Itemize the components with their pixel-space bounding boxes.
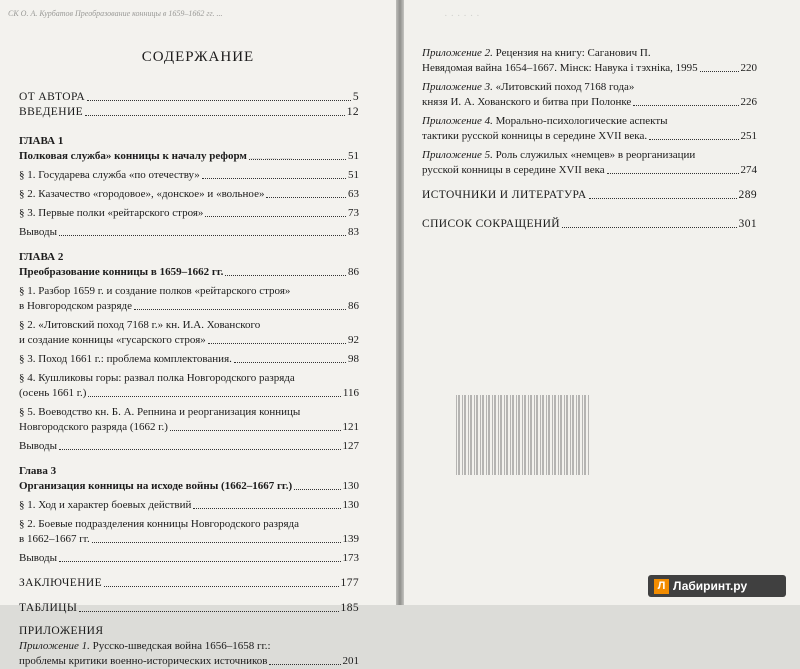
labirint-logo-icon: Л — [654, 579, 669, 594]
toc-entry-line: § 4. Кушликовы горы: развал полка Новгородского разряда — [19, 372, 295, 384]
toc-right — [422, 46, 757, 232]
toc-entry[interactable]: ОТ АВТОРА 5 — [19, 91, 359, 103]
toc-entry-line: § 2. «Литовский поход 7168 г.» кн. И.А. Хованского — [19, 319, 261, 331]
toc-entry[interactable]: § 1. Ход и характер боевых действий 130 — [19, 499, 359, 511]
toc-entry[interactable]: и создание конницы «гусарского строя» 92 — [19, 334, 359, 346]
chapter-title[interactable]: Организация конницы на исходе войны (1662–1667 гг.) 130 — [19, 480, 359, 492]
appendix-header: ПРИЛОЖЕНИЯ — [19, 625, 104, 637]
toc-entry-line: § 2. Боевые подразделения конницы Новгородского разряда — [19, 518, 299, 530]
page-title: СОДЕРЖАНИЕ — [141, 49, 255, 65]
show-through-barcode — [454, 395, 589, 475]
toc-entry[interactable]: ЗАКЛЮЧЕНИЕ 177 — [19, 577, 359, 589]
toc-entry-line: Приложение 3. «Литовский поход 7168 года» — [422, 81, 635, 93]
toc-entry[interactable]: § 3. Первые полки «рейтарского строя» 73 — [19, 207, 359, 219]
chapter-label: ГЛАВА 1 — [19, 135, 64, 147]
chapter-label: Глава 3 — [19, 465, 57, 477]
running-head: CK О. А. Курбатов Преобразование конницы в 1659–1662 гг. ... — [8, 9, 223, 18]
toc-entry[interactable]: Выводы 83 — [19, 226, 359, 238]
right-page — [404, 0, 800, 605]
watermark-text: Лабиринт.ру — [673, 579, 748, 593]
toc-entry[interactable]: князя И. А. Хованского и битва при Полонке 226 — [422, 96, 757, 108]
toc-entry-line: Приложение 5. Роль служилых «немцев» в реорганизации — [422, 149, 696, 161]
chapter-title[interactable]: Преобразование конницы в 1659–1662 гг. 86 — [19, 266, 359, 278]
toc-entry-line: Приложение 1. Русско-шведская война 1656–1658 гг.: — [19, 640, 271, 652]
toc-entry-line: Приложение 4. Морально-психологические аспекты — [422, 115, 668, 127]
toc-entry[interactable]: § 1. Государева служба «по отечеству» 51 — [19, 169, 359, 181]
toc-entry[interactable]: проблемы критики военно-исторических источников 201 — [19, 655, 359, 667]
toc-entry[interactable]: Выводы 127 — [19, 440, 359, 452]
toc-entry[interactable]: тактики русской конницы в середине XVII века. 251 — [422, 130, 757, 142]
toc-entry[interactable]: ВВЕДЕНИЕ 12 — [19, 106, 359, 118]
watermark-logo — [648, 575, 786, 597]
toc-left — [19, 90, 359, 669]
toc-entry[interactable]: СПИСОК СОКРАЩЕНИЙ 301 — [422, 218, 757, 230]
toc-entry[interactable]: Невядомая вайна 1654–1667. Мінск: Навука і тэхніка, 1995 220 — [422, 62, 757, 74]
toc-entry[interactable]: Новгородского разряда (1662 г.) 121 — [19, 421, 359, 433]
show-through-text: · · · · · · — [444, 10, 480, 22]
toc-entry[interactable]: ИСТОЧНИКИ И ЛИТЕРАТУРА 289 — [422, 189, 757, 201]
toc-entry[interactable]: (осень 1661 г.) 116 — [19, 387, 359, 399]
left-page — [0, 0, 396, 667]
show-through-text: — — — — [250, 150, 292, 164]
book-gutter — [396, 0, 404, 605]
chapter-label: ГЛАВА 2 — [19, 251, 64, 263]
toc-entry[interactable]: ТАБЛИЦЫ 185 — [19, 602, 359, 614]
toc-entry-line: § 1. Разбор 1659 г. и создание полков «рейтарского строя» — [19, 285, 291, 297]
toc-entry-line: § 5. Воеводство кн. Б. А. Репнина и реорганизация конницы — [19, 406, 301, 418]
chapter-title[interactable]: Полковая служба» конницы к началу реформ 51 — [19, 150, 359, 162]
toc-entry[interactable]: § 3. Поход 1661 г.: проблема комплектования. 98 — [19, 353, 359, 365]
toc-entry[interactable]: в 1662–1667 гг. 139 — [19, 533, 359, 545]
toc-entry-line: Приложение 2. Рецензия на книгу: Саганович П. — [422, 47, 651, 59]
toc-entry[interactable]: § 2. Казачество «городовое», «донское» и «вольное» 63 — [19, 188, 359, 200]
toc-entry[interactable]: в Новгородском разряде 86 — [19, 300, 359, 312]
toc-entry[interactable]: русской конницы в середине XVII века 274 — [422, 164, 757, 176]
toc-entry[interactable]: Выводы 173 — [19, 552, 359, 564]
